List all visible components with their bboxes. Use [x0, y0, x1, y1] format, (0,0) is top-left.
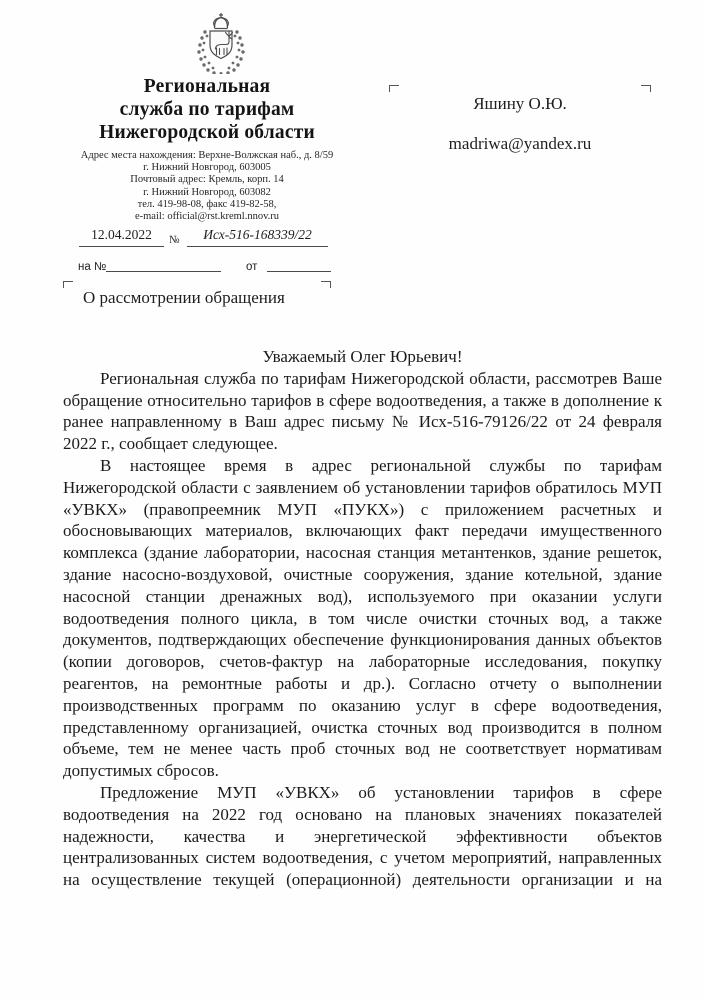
- corner-mark-top-left: [389, 85, 399, 92]
- letter-body: [63, 346, 662, 891]
- org-name-line: Нижегородской области: [99, 122, 315, 143]
- reply-date-label: от: [246, 261, 258, 273]
- reply-number-label: на №: [78, 261, 107, 273]
- org-address-line: e-mail: official@rst.kreml.nnov.ru: [134, 211, 280, 223]
- org-address-block: [62, 150, 352, 223]
- org-address-line: Адрес места нахождения: Верхне-Волжская наб., д. 8/59: [80, 150, 334, 161]
- corner-mark-top-right: [641, 85, 651, 92]
- reply-date-blank: [267, 251, 331, 272]
- org-address-line: Почтовый адрес: Кремль, корп. 14: [130, 174, 284, 186]
- subject-line: О рассмотрении обращения: [83, 288, 285, 307]
- number-label: №: [169, 234, 180, 246]
- org-name: [62, 75, 352, 144]
- reference-block: [60, 227, 352, 319]
- body-paragraph: Предложение МУП «УВКХ» об установлении тарифов в сфере водоотведения на 2022 год основано на плановых значениях показателей надежности, качества и энергетической эффективности объектов централизованных систем водоотведения, с учетом мероприятий, направленных на осуществление текущей (операционной) деятельности организации и на: [63, 782, 662, 890]
- recipient-name: Яшину О.Ю.: [473, 94, 567, 113]
- org-address-line: тел. 419-98-08, факс 419-82-58,: [137, 198, 277, 210]
- reply-number-blank: [106, 251, 221, 272]
- org-address-line: г. Нижний Новгород, 603005: [143, 162, 271, 174]
- org-address-line: г. Нижний Новгород, 603082: [143, 186, 271, 198]
- recipient-email: madriwa@yandex.ru: [448, 134, 592, 153]
- body-paragraph: Региональная служба по тарифам Нижегородской области, рассмотрев Ваше обращение относительно тарифов в сфере водоотведения, а также в дополнение к ранее направленному в Ваш адрес письму № Исх-516-79126/22 от 24 февраля 2022 г., сообщает следующее.: [63, 368, 662, 454]
- letterhead: [62, 12, 352, 223]
- coat-of-arms-icon: [76, 12, 366, 74]
- corner-mark-subject-right: [321, 281, 331, 288]
- recipient-block: [388, 84, 652, 154]
- org-name-line: Региональная: [143, 76, 271, 97]
- body-paragraph: В настоящее время в адрес региональной службы по тарифам Нижегородской области с заявлением об установлении тарифов обратилось МУП «УВКХ» (правопреемник МУП «ПУКХ») с приложением расчетных и обосновывающих материалов, включающих факт передачи имущественного комплекса (здание лаборатории, насосная станция метантенков, здание решеток, здание насосно-воздуховой, очистные сооружения, здание котельной, здание насосной станции дренажных вод), используемого при оказании услуги водоотведения полного цикла, в том числе очистки сточных вод, а также документов, подтверждающих обеспечение функционирования данных объектов (копии договоров, счетов-фактур на лабораторные исследования, покупку реагентов, на ремонтные работы и др.). Согласно отчету о выполнении производственных программ по оказанию услуг в сфере водоотведения, представленному организацией, очистка сточных вод производится в полном объеме, тем не менее часть проб сточных вод не соответствует нормативам допустимых сбросов.: [63, 455, 662, 781]
- org-name-line: служба по тарифам: [119, 99, 295, 120]
- outgoing-number: Исх-516-168339/22: [187, 227, 328, 247]
- letter-date: 12.04.2022: [79, 227, 164, 247]
- corner-mark-subject-left: [63, 281, 73, 288]
- salutation: Уважаемый Олег Юрьевич!: [262, 347, 463, 366]
